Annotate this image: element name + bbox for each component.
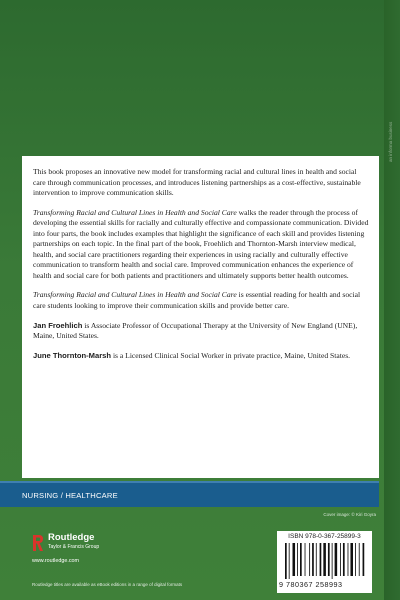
- publisher-subtitle: Taylor & Francis Group: [48, 544, 100, 550]
- publisher-name: Routledge: [48, 532, 95, 543]
- author-name: June Thornton-Marsh: [33, 350, 112, 360]
- routledge-logo-icon: [32, 534, 44, 552]
- isbn-label: ISBN 978-0-367-25899-3: [288, 533, 361, 540]
- barcode-bar: [350, 543, 353, 576]
- author-bio-text: is a Licensed Clinical Social Worker in private practice, Maine, United States.: [111, 350, 351, 360]
- barcode-bar: [343, 543, 345, 576]
- blurb-paragraph-2-text: walks the reader through the process of developing the essential skills for racially and culturally effective and compassionate communication. Divided into four parts, the book includes examples that highlight the significance of each skill and provides listening partnerships on each topic. In the final part of the book, Froehlich and Thornton-Marsh interview medical, health, and social care practitioners regarding their experiences in using racially and culturally effective communication to transform health and social care. Improved communication enhances the experience of health and social care for both patients and practitioners and ultimately supports better health outcomes.: [33, 207, 369, 280]
- barcode-bar: [293, 543, 296, 576]
- author-bio-1: [33, 321, 369, 342]
- barcode-bar: [309, 543, 310, 576]
- barcode-bar: [355, 543, 356, 576]
- barcode-bar: [320, 543, 322, 576]
- barcode-bar: [328, 543, 330, 576]
- isbn-digits: 9 780367 258993: [279, 580, 343, 589]
- barcode-bar: [289, 543, 290, 579]
- barcode-bar: [316, 543, 317, 576]
- blurb-panel: [22, 156, 379, 478]
- publisher-url: www.routledge.com: [32, 558, 80, 564]
- barcode-bar: [335, 543, 338, 576]
- barcode-bar: [300, 543, 302, 576]
- ebook-note: Routledge titles are available as eBook editions in a range of digital formats: [32, 582, 183, 587]
- category-label: NURSING / HEALTHCARE: [22, 491, 118, 500]
- barcode-bar: [332, 543, 333, 579]
- barcode-bar: [285, 543, 287, 579]
- barcode-icon: [285, 543, 365, 579]
- author-bio-2: [33, 351, 369, 362]
- barcode-bar: [312, 543, 314, 576]
- category-band: [0, 481, 379, 507]
- book-title-italic: Transforming Racial and Cultural Lines in Health and Social Care: [33, 207, 237, 217]
- barcode-bar: [297, 543, 298, 576]
- barcode-bar: [359, 543, 360, 576]
- blurb-intro: This book proposes an innovative new model for transforming racial and cultural lines in health and social care through communication processes, and introduces listening partnerships as a cost-effective, sustainable intervention to improve communication skills.: [33, 167, 361, 198]
- barcode-bar: [348, 543, 349, 576]
- author-bio-text: is Associate Professor of Occupational Therapy at the University of New England (UNE), Maine, United States.: [33, 320, 358, 341]
- barcode-box: [277, 531, 372, 593]
- spine-text: an informa business: [388, 121, 393, 162]
- barcode-bar: [363, 543, 365, 576]
- barcode-bar: [340, 543, 341, 576]
- barcode-bar: [305, 543, 306, 576]
- cover-credit: Cover image: © Kiri Goyra: [323, 512, 376, 517]
- blurb-paragraph-3-text: is essential reading for health and social care students looking to improve their communication skills and provide better care.: [33, 290, 361, 311]
- blurb-paragraph-2: [33, 208, 369, 282]
- book-title-italic: Transforming Racial and Cultural Lines in Health and Social Care: [33, 290, 237, 300]
- author-name: Jan Froehlich: [33, 320, 83, 330]
- blurb-paragraph-3: [33, 290, 369, 311]
- barcode-bar: [323, 543, 326, 576]
